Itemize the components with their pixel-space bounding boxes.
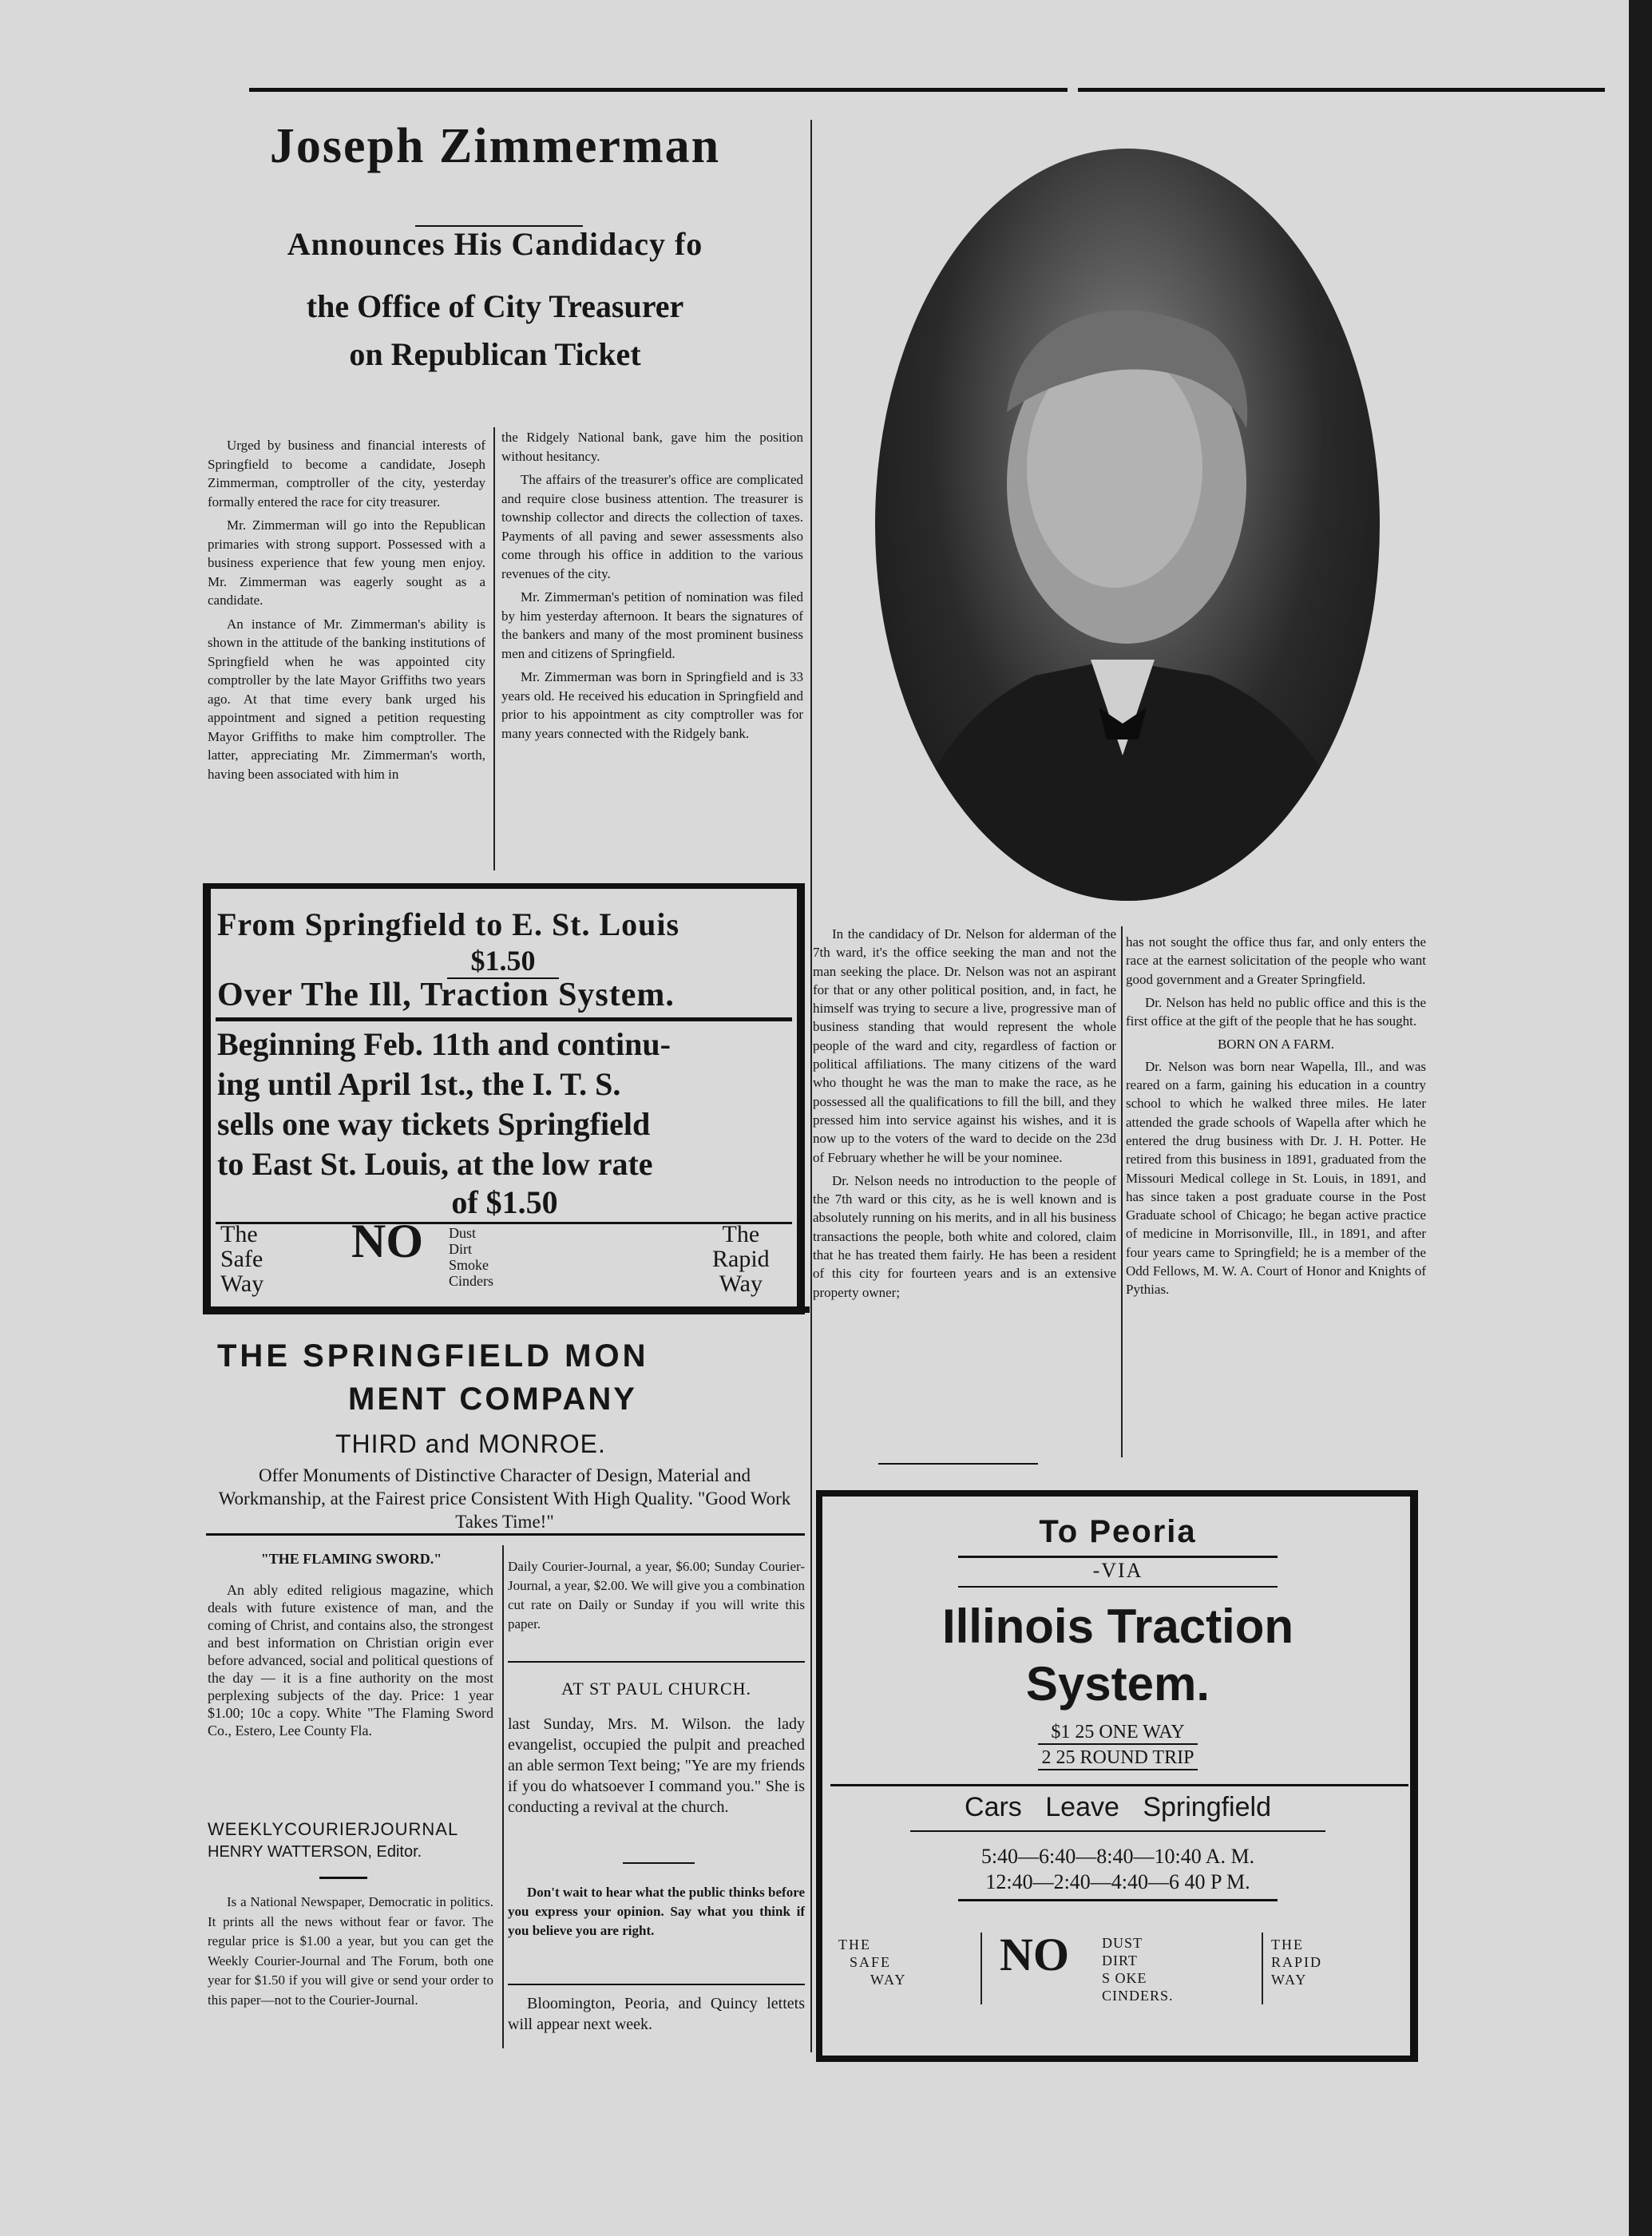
zimmerman-subhead-2: the Office of City Treasurer xyxy=(306,288,684,324)
peoria-via: -VIA xyxy=(1092,1559,1143,1582)
column-rule-center xyxy=(810,120,812,2052)
rapid-word: RAPID xyxy=(1271,1954,1323,1970)
peoria-safe-way xyxy=(838,1936,906,1988)
its-no: NO xyxy=(351,1215,423,1267)
safe-word: SAFE xyxy=(850,1954,892,1970)
its-line-3: Beginning Feb. 11th and continu- xyxy=(217,1026,671,1062)
monument-line-1: THE SPRINGFIELD MON xyxy=(217,1338,649,1374)
courier-editor: HENRY WATTERSON, Editor. xyxy=(208,1843,422,1861)
paragraph: Mr. Zimmerman's petition of nomination was filed by him yesterday afternoon. It bears the signatures of the bankers and many of the most prominent business men and citizens of Springfield. xyxy=(501,589,803,661)
its-line-6: to East St. Louis, at the low rate xyxy=(217,1146,653,1182)
its-rapid-way xyxy=(712,1222,770,1296)
safe-word: THE xyxy=(838,1937,871,1953)
peoria-divider-left xyxy=(981,1933,982,2004)
courier-body: Is a National Newspaper, Democratic in politics. It prints all the news without fear or favor. The regular price is $1.00 a year, but you can get the Weekly Courier-Journal and The Forum, both one year for $1.50 if you will give or send your order to this paper—not to the Courier-Journal. xyxy=(208,1894,493,2008)
safe-word: Safe xyxy=(220,1246,263,1272)
its-nuisances xyxy=(449,1225,493,1289)
zimmerman-column-2 xyxy=(501,428,803,747)
peoria-am: 5:40—6:40—8:40—10:40 A. M. xyxy=(981,1845,1255,1868)
rapid-word: Rapid xyxy=(712,1246,770,1272)
its-line-4: ing until April 1st., the I. T. S. xyxy=(217,1066,621,1102)
peoria-cars: Cars Leave Springfield xyxy=(965,1792,1271,1822)
rapid-word: THE xyxy=(1271,1937,1304,1953)
peoria-title: To Peoria xyxy=(1039,1514,1197,1549)
paragraph: has not sought the office thus far, and only enters the race at the earnest solicitation of the people who want good government and a Greater Springfield. xyxy=(1126,934,1426,987)
safe-word: The xyxy=(220,1221,258,1247)
peoria-rapid-way xyxy=(1271,1936,1322,1988)
paragraph: Urged by business and financial interests of Springfield to become a candidate, Joseph Zimmerman, comptroller of the city, yesterday formally entered the race for city treasurer. xyxy=(208,438,485,509)
nuisance: Cinders xyxy=(449,1273,493,1289)
nelson-column-2 xyxy=(1126,933,1426,1304)
column-rule-lower xyxy=(502,1545,504,2048)
its-safe-way xyxy=(220,1222,263,1296)
zimmerman-portrait xyxy=(875,149,1380,901)
paragraph: An instance of Mr. Zimmerman's ability is shown in the attitude of the banking institutions of Springfield when he was appointed city comptroller by the late Mayor Griffiths two years ago. At that time every bank urged his appointment and signed a petition requesting Mayor Griffiths to make him comptroller. The latter, appreciating Mr. Zimmerman's worth, having been associated with him in xyxy=(208,616,485,782)
zimmerman-subhead-1: Announces His Candidacy fo xyxy=(287,226,703,262)
flaming-title: "THE FLAMING SWORD." xyxy=(260,1551,442,1567)
rapid-word: WAY xyxy=(1271,1972,1308,1988)
nuisance: CINDERS. xyxy=(1102,1988,1174,2004)
paragraph: The affairs of the treasurer's office are complicated and require close business attention. The treasurer is township collector and directs the collection of taxes. Payments of all paving and sewer assessments also come through his office in addition to the various revenues of the city. xyxy=(501,472,803,581)
peoria-via-rule xyxy=(958,1586,1278,1588)
its-divider xyxy=(216,1017,792,1021)
rapid-word: Way xyxy=(719,1271,763,1297)
courier-continued: Daily Courier-Journal, a year, $6.00; Sunday Courier-Journal, a year, $2.00. We will give you a combination cut rate on Daily or Sunday if you will write this paper. xyxy=(508,1559,805,1631)
its-line-7: of $1.50 xyxy=(451,1184,558,1220)
peoria-name-1: Illinois Traction xyxy=(941,1600,1294,1653)
portrait-figure xyxy=(875,149,1380,901)
its-ad-right-rule xyxy=(797,883,803,1314)
zimmerman-headline: Joseph Zimmerman xyxy=(269,119,721,173)
monument-rule xyxy=(206,1533,805,1536)
monument-line-2: MENT COMPANY xyxy=(348,1382,637,1417)
paragraph: In the candidacy of Dr. Nelson for alderman of the 7th ward, it's the office seeking the man and not the man seeking the place. Dr. Nelson was not an aspirant for that or any other political position, and, in fact, he himself was trying to secure a live, progressive man of business standing that would represent the whole people of the ward and city, regardless of faction or political affiliations. The many citizens of the ward who thought he was the man to make the race, as he possessed all the qualifications to fill the bill, and they pressed him into service against his wishes, and it is now up to the voters of the ward to decide on the 23d of February whether he will be your nominee. xyxy=(813,926,1116,1165)
peoria-no: NO xyxy=(1000,1929,1069,1980)
nuisance: Smoke xyxy=(449,1257,489,1273)
nelson-column-1 xyxy=(813,925,1116,1306)
monument-body: Offer Monuments of Distinctive Character of Design, Material and Workmanship, at the Fairest price Consistent With High Quality. "Good Work Takes Time!" xyxy=(218,1465,791,1532)
stpaul-rule-bottom xyxy=(623,1862,695,1864)
peoria-nuisances xyxy=(1102,1934,1174,2004)
nuisance: DIRT xyxy=(1102,1953,1138,1968)
its-line-2: Over The Ill, Traction System. xyxy=(217,977,675,1013)
peoria-divider-right xyxy=(1262,1933,1263,2004)
letters-note: Bloomington, Peoria, and Quincy lettets will appear next week. xyxy=(508,1995,805,2033)
top-rule-right xyxy=(1078,88,1605,92)
page-edge xyxy=(1629,0,1652,2236)
rapid-word: The xyxy=(722,1221,760,1247)
top-rule-left xyxy=(249,88,1068,92)
safe-word: Way xyxy=(220,1271,264,1297)
nelson-rule xyxy=(878,1463,1038,1465)
paragraph: Dr. Nelson has held no public office and this is the first office at the gift of the people that he has sought. xyxy=(1126,994,1426,1029)
peoria-pm: 12:40—2:40—4:40—6 40 P M. xyxy=(985,1870,1250,1893)
nuisance: DUST xyxy=(1102,1935,1143,1951)
peoria-times-rule xyxy=(958,1899,1278,1901)
flaming-body: An ably edited religious magazine, which deals with future existence of man, and the coming of Christ, and contains also, the strongest and best information on Christian origin ever before advanced, social and political questions of the day — it is a fine authority on the most perplexing subjects of the day. Price: 1 year $1.00; 10c a copy. White "The Flaming Sword Co., Estero, Lee County Fla. xyxy=(208,1582,493,1738)
its-line-5: sells one way tickets Springfield xyxy=(217,1106,651,1142)
peoria-divider xyxy=(830,1784,1408,1786)
paragraph: Dr. Nelson needs no introduction to the people of the 7th ward or this city, as he is well known and is absolutely running on his merits, and in all his business transactions the people, both white and colored, claim that he has treated them fairly. He has been a resident of this city for fourteen years and is an extensive property owner; xyxy=(813,1172,1116,1300)
nuisance: Dust xyxy=(449,1225,477,1241)
paragraph: Mr. Zimmerman will go into the Republican primaries with strong support. Possessed with a business experience that few young men enjoy. Mr. Zimmerman was eagerly sought as a candidate. xyxy=(208,517,485,608)
peoria-name-2: System. xyxy=(1025,1657,1210,1711)
column-rule-z xyxy=(493,427,495,870)
nuisance: S OKE xyxy=(1102,1970,1147,1986)
zimmerman-column-1 xyxy=(208,436,485,788)
peoria-cars-rule xyxy=(910,1830,1325,1832)
zimmerman-subhead-3: on Republican Ticket xyxy=(349,336,641,372)
peoria-title-rule xyxy=(958,1556,1278,1558)
public-note: Don't wait to hear what the public thinks before you express your opinion. Say what you think if you believe you are right. xyxy=(508,1885,805,1938)
its-price: $1.50 xyxy=(447,944,559,979)
its-divider-2 xyxy=(216,1222,792,1224)
column-rule-nelson xyxy=(1121,926,1123,1457)
its-line-1: From Springfield to E. St. Louis xyxy=(217,906,680,942)
paragraph: Mr. Zimmerman was born in Springfield and is 33 years old. He received his education in Springfield and prior to his appointment as city comptroller was for many years connected with the Ridgely bank. xyxy=(501,669,803,741)
farm-subhead: BORN ON A FARM. xyxy=(1217,1037,1335,1053)
courier-title: WEEKLYCOURIERJOURNAL xyxy=(208,1819,459,1839)
nuisance: Dirt xyxy=(449,1241,472,1257)
stpaul-body: last Sunday, Mrs. M. Wilson. the lady evangelist, occupied the pulpit and preached an able sermon Text being; "Ye are my friends if you do whatsoever I command you." She is conducting a revival at the church. xyxy=(508,1715,805,1816)
its-bottom-rule xyxy=(203,1306,810,1313)
safe-word: WAY xyxy=(870,1972,907,1988)
monument-line-3: THIRD and MONROE. xyxy=(335,1429,606,1458)
peoria-round: 2 25 ROUND TRIP xyxy=(1038,1747,1198,1770)
peoria-oneway: $1 25 ONE WAY xyxy=(1038,1722,1198,1745)
note-rule xyxy=(508,1984,805,1985)
stpaul-rule-top xyxy=(508,1661,805,1663)
paragraph: Dr. Nelson was born near Wapella, Ill., and was reared on a farm, gaining his education in a country school to which he walked three miles. He later attended the grade schools of Wapella after which he entered the drug business with Dr. J. H. Potter. He retired from this business in 1891, graduated from the Missouri Medical college in St. Louis, in 1891, and has since taken a post graduate course in the Post Graduate school of Chicago; he began active practice of medicine in Morrisonville, Ill., in 1891, and after four years came to Springfield; he is a member of the Odd Fellows, M. W. A. Court of Honor and Knights of Pythias. xyxy=(1126,1058,1426,1298)
paragraph: the Ridgely National bank, gave him the position without hesitancy. xyxy=(501,430,803,464)
courier-rule xyxy=(319,1877,367,1879)
stpaul-title: AT ST PAUL CHURCH. xyxy=(561,1679,752,1699)
